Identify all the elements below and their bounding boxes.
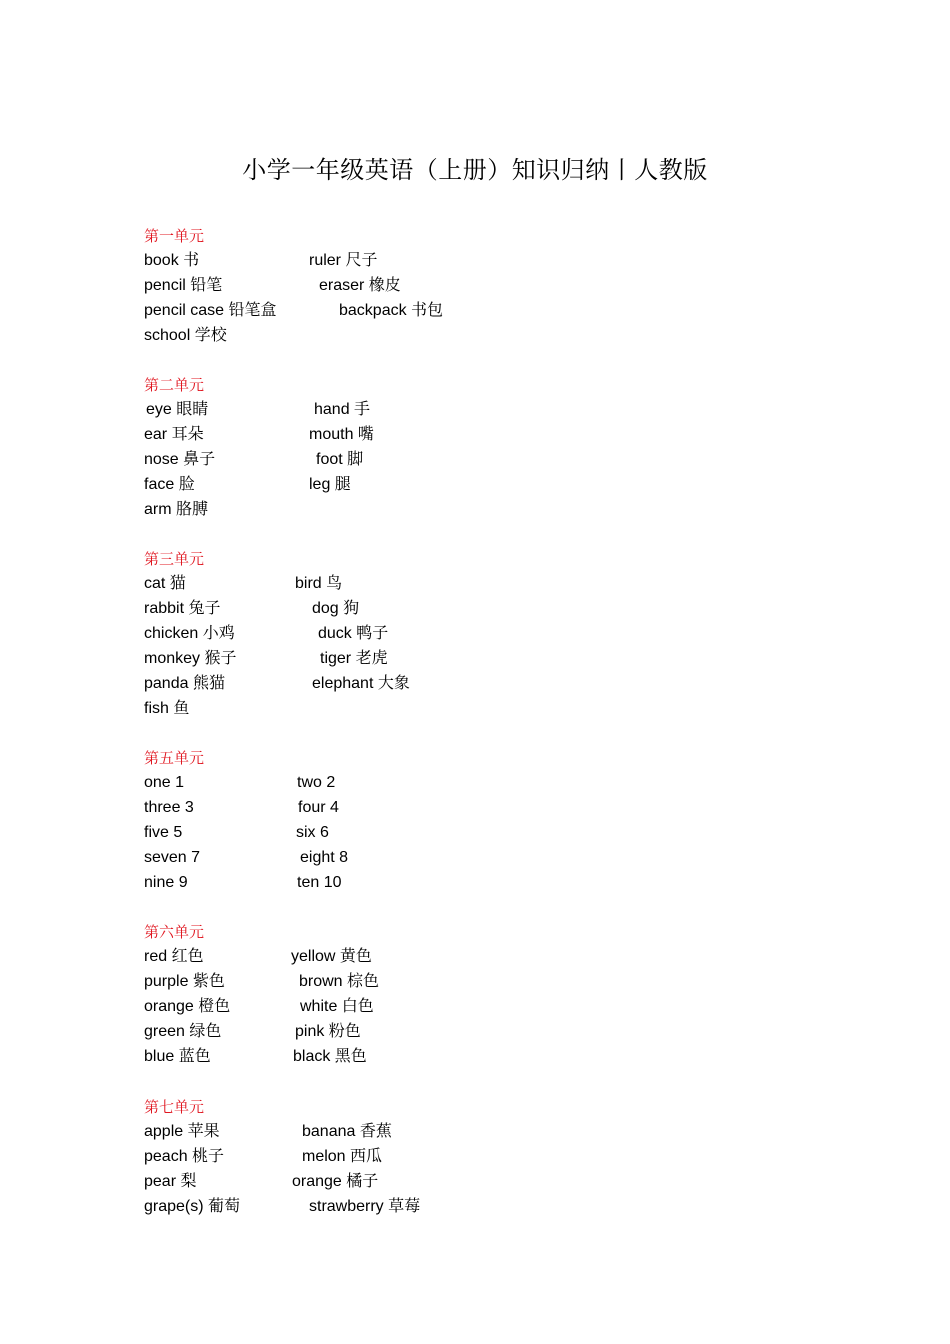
vocab-word-left: apple 苹果 (144, 1123, 220, 1140)
vocab-word-left: chicken 小鸡 (144, 625, 235, 642)
vocab-word-right: elephant 大象 (312, 675, 410, 692)
vocab-word-right: hand 手 (314, 401, 371, 418)
vocab-word-right: four 4 (298, 799, 339, 816)
vocab-word-right: melon 西瓜 (302, 1148, 383, 1165)
vocab-word-left: nine 9 (144, 874, 188, 891)
vocab-word-left: grape(s) 葡萄 (144, 1198, 241, 1215)
vocab-word-right: dog 狗 (312, 600, 360, 617)
unit-heading: 第一单元 (144, 227, 205, 245)
unit-heading: 第五单元 (144, 749, 205, 767)
vocab-word-right: backpack 书包 (339, 302, 444, 319)
vocab-word-left: ear 耳朵 (144, 426, 204, 443)
vocab-word-right: black 黑色 (293, 1048, 367, 1065)
vocab-word-right: leg 腿 (309, 476, 351, 493)
vocab-word-right: six 6 (296, 824, 329, 841)
vocab-word-left: orange 橙色 (144, 998, 231, 1015)
vocab-word-right: mouth 嘴 (309, 426, 374, 443)
vocab-word-left: three 3 (144, 799, 194, 816)
vocab-word-left: pencil 铅笔 (144, 277, 223, 294)
vocab-word-left: eye 眼睛 (146, 401, 209, 418)
vocab-word-left: book 书 (144, 252, 200, 269)
vocab-word-left: peach 桃子 (144, 1148, 225, 1165)
vocab-word-right: foot 脚 (316, 451, 364, 468)
vocab-word-left: arm 胳膊 (144, 501, 209, 518)
vocab-word-left: rabbit 兔子 (144, 600, 221, 617)
unit-heading: 第二单元 (144, 376, 205, 394)
vocab-word-left: panda 熊猫 (144, 675, 225, 692)
vocab-word-right: ten 10 (297, 874, 342, 891)
vocab-word-left: school 学校 (144, 327, 227, 344)
vocab-word-left: blue 蓝色 (144, 1048, 211, 1065)
vocab-word-right: eraser 橡皮 (319, 277, 401, 294)
vocab-word-left: red 红色 (144, 948, 204, 965)
vocab-word-left: pear 梨 (144, 1173, 197, 1190)
vocab-word-right: bird 鸟 (295, 575, 343, 592)
vocab-word-right: duck 鸭子 (318, 625, 389, 642)
unit-heading: 第三单元 (144, 550, 205, 568)
unit-heading: 第六单元 (144, 923, 205, 941)
unit-heading: 第七单元 (144, 1098, 205, 1116)
vocab-word-left: five 5 (144, 824, 183, 841)
vocab-word-right: eight 8 (300, 849, 349, 866)
vocab-word-left: face 脸 (144, 476, 195, 493)
vocab-word-left: purple 紫色 (144, 973, 225, 990)
vocab-word-left: monkey 猴子 (144, 650, 237, 667)
vocab-word-left: green 绿色 (144, 1023, 222, 1040)
vocab-word-left: one 1 (144, 774, 185, 791)
vocab-word-right: tiger 老虎 (320, 650, 388, 667)
vocab-word-right: white 白色 (300, 998, 374, 1015)
vocab-word-right: pink 粉色 (295, 1023, 361, 1040)
vocab-word-left: cat 猫 (144, 575, 186, 592)
page-title: 小学一年级英语（上册）知识归纳丨人教版 (242, 156, 708, 184)
vocab-word-left: pencil case 铅笔盒 (144, 302, 277, 319)
vocab-word-right: banana 香蕉 (302, 1123, 392, 1140)
vocab-word-right: brown 棕色 (299, 973, 380, 990)
vocab-word-right: two 2 (297, 774, 336, 791)
vocab-word-right: orange 橘子 (292, 1173, 379, 1190)
vocab-word-right: strawberry 草莓 (309, 1198, 421, 1215)
vocab-word-left: seven 7 (144, 849, 201, 866)
vocab-word-right: ruler 尺子 (309, 252, 378, 269)
vocab-word-left: nose 鼻子 (144, 451, 216, 468)
vocab-word-left: fish 鱼 (144, 700, 190, 717)
vocab-word-right: yellow 黄色 (291, 948, 372, 965)
